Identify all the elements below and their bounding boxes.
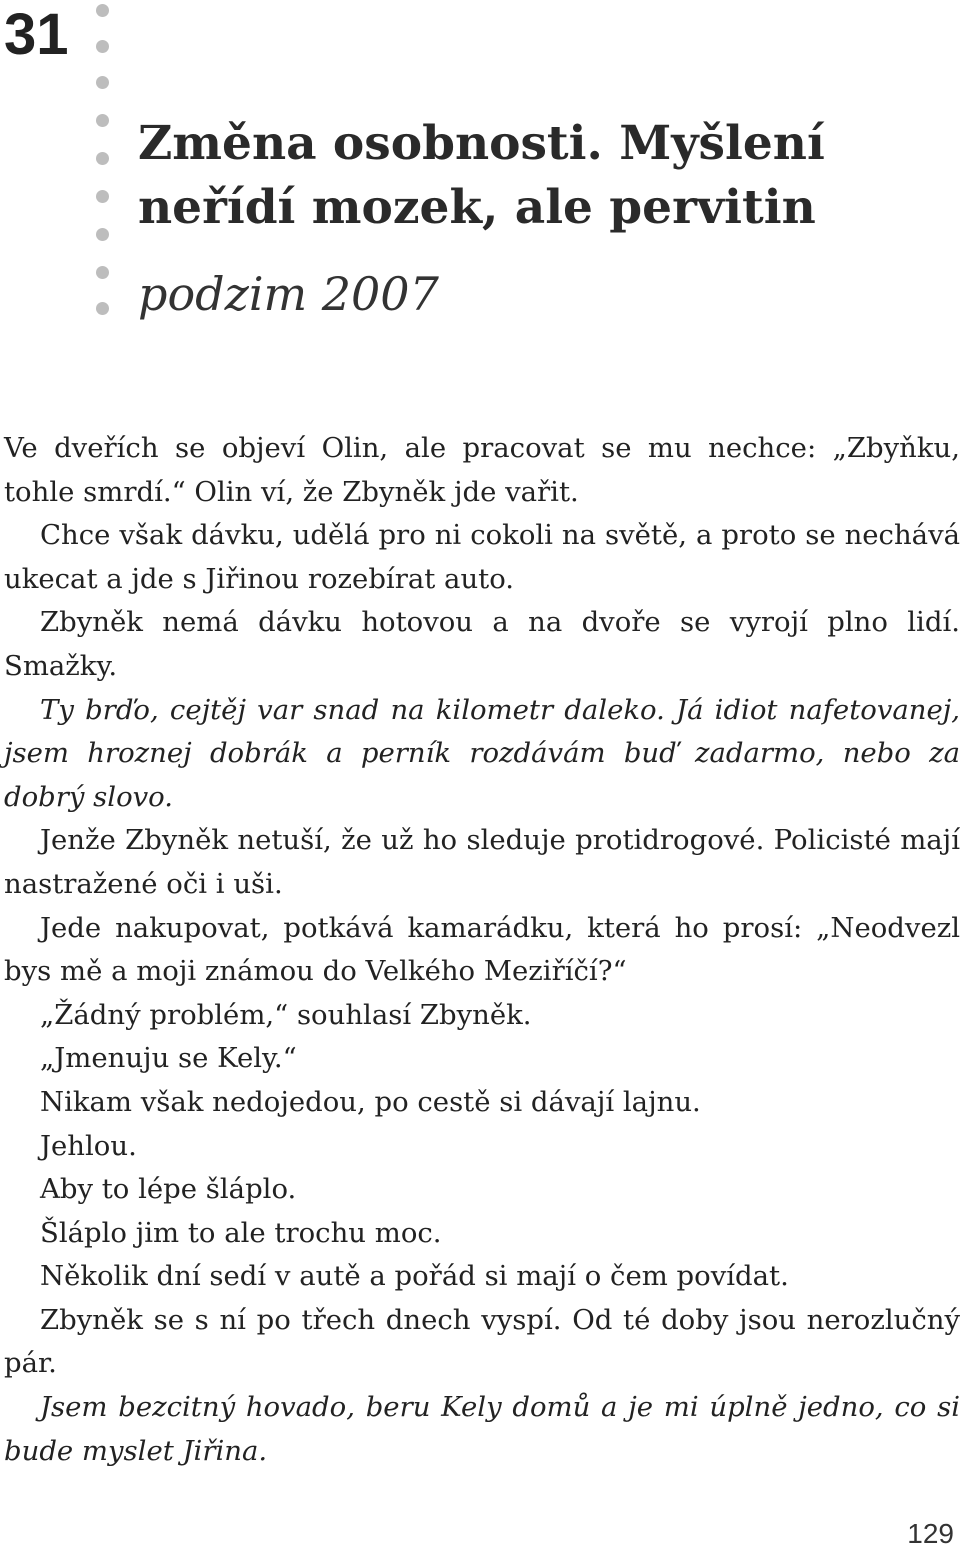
paragraph: Nikam však nedojedou, po cestě si dávají lajnu. (40, 1085, 701, 1118)
decorative-dot (96, 152, 109, 165)
chapter-title (138, 112, 825, 240)
chapter-body (4, 427, 960, 1473)
chapter-title-line-1: Změna osobnosti. Myšlení (138, 116, 825, 171)
decorative-dot (96, 114, 109, 127)
decorative-dot (96, 190, 109, 203)
decorative-dot (96, 266, 109, 279)
decorative-dot-column (96, 0, 110, 320)
paragraph: Jede nakupovat, potkává kamarádku, která ho prosí: „Neodvezl bys mě a moji známou do Velkého Meziříčí?“ (4, 911, 960, 988)
paragraph: Chce však dávku, udělá pro ni cokoli na světě, a proto se nechává ukecat a jde s Jiřinou rozebírat auto. (4, 519, 960, 595)
paragraph-italic: Jsem bezcitný hovado, beru Kely domů a je mi úplně jedno, co si bude myslet Jiřina. (4, 1391, 960, 1467)
paragraph: Aby to lépe šláplo. (40, 1173, 297, 1206)
paragraph: Jehlou. (40, 1129, 137, 1162)
page-number: 129 (907, 1518, 954, 1549)
decorative-dot (96, 302, 109, 315)
dialogue-line: „Jmenuju se Kely.“ (40, 1042, 297, 1075)
dialogue-line: „Žádný problém,“ souhlasí Zbyněk. (40, 998, 532, 1031)
paragraph: Šláplo jim to ale trochu moc. (40, 1216, 442, 1249)
decorative-dot (96, 40, 109, 53)
chapter-title-line-2: neřídí mozek, ale pervitin (138, 180, 816, 235)
chapter-number: 31 (4, 2, 69, 67)
decorative-dot (96, 76, 109, 89)
paragraph: Zbyněk se s ní po třech dnech vyspí. Od té doby jsou nerozlučný pár. (4, 1303, 960, 1380)
paragraph: Několik dní sedí v autě a pořád si mají o čem povídat. (40, 1260, 789, 1293)
chapter-date: podzim 2007 (138, 267, 439, 321)
paragraph-italic: Ty brďo, cejtěj var snad na kilometr daleko. Já idiot nafetovanej, jsem hroznej dobrák a perník rozdávám buď zadarmo, nebo za dobrý slovo. (4, 693, 960, 813)
paragraph: Jenže Zbyněk netuší, že už ho sleduje protidrogové. Policisté mají nastražené oči i uši. (4, 824, 960, 900)
paragraph: Zbyněk nemá dávku hotovou a na dvoře se vyrojí plno lidí. Smažky. (4, 606, 960, 682)
decorative-dot (96, 228, 109, 241)
decorative-dot (96, 4, 109, 17)
paragraph: Ve dveřích se objeví Olin, ale pracovat se mu nechce: „Zbyňku, tohle smrdí.“ Olin ví, že Zbyněk jde vařit. (4, 432, 960, 508)
